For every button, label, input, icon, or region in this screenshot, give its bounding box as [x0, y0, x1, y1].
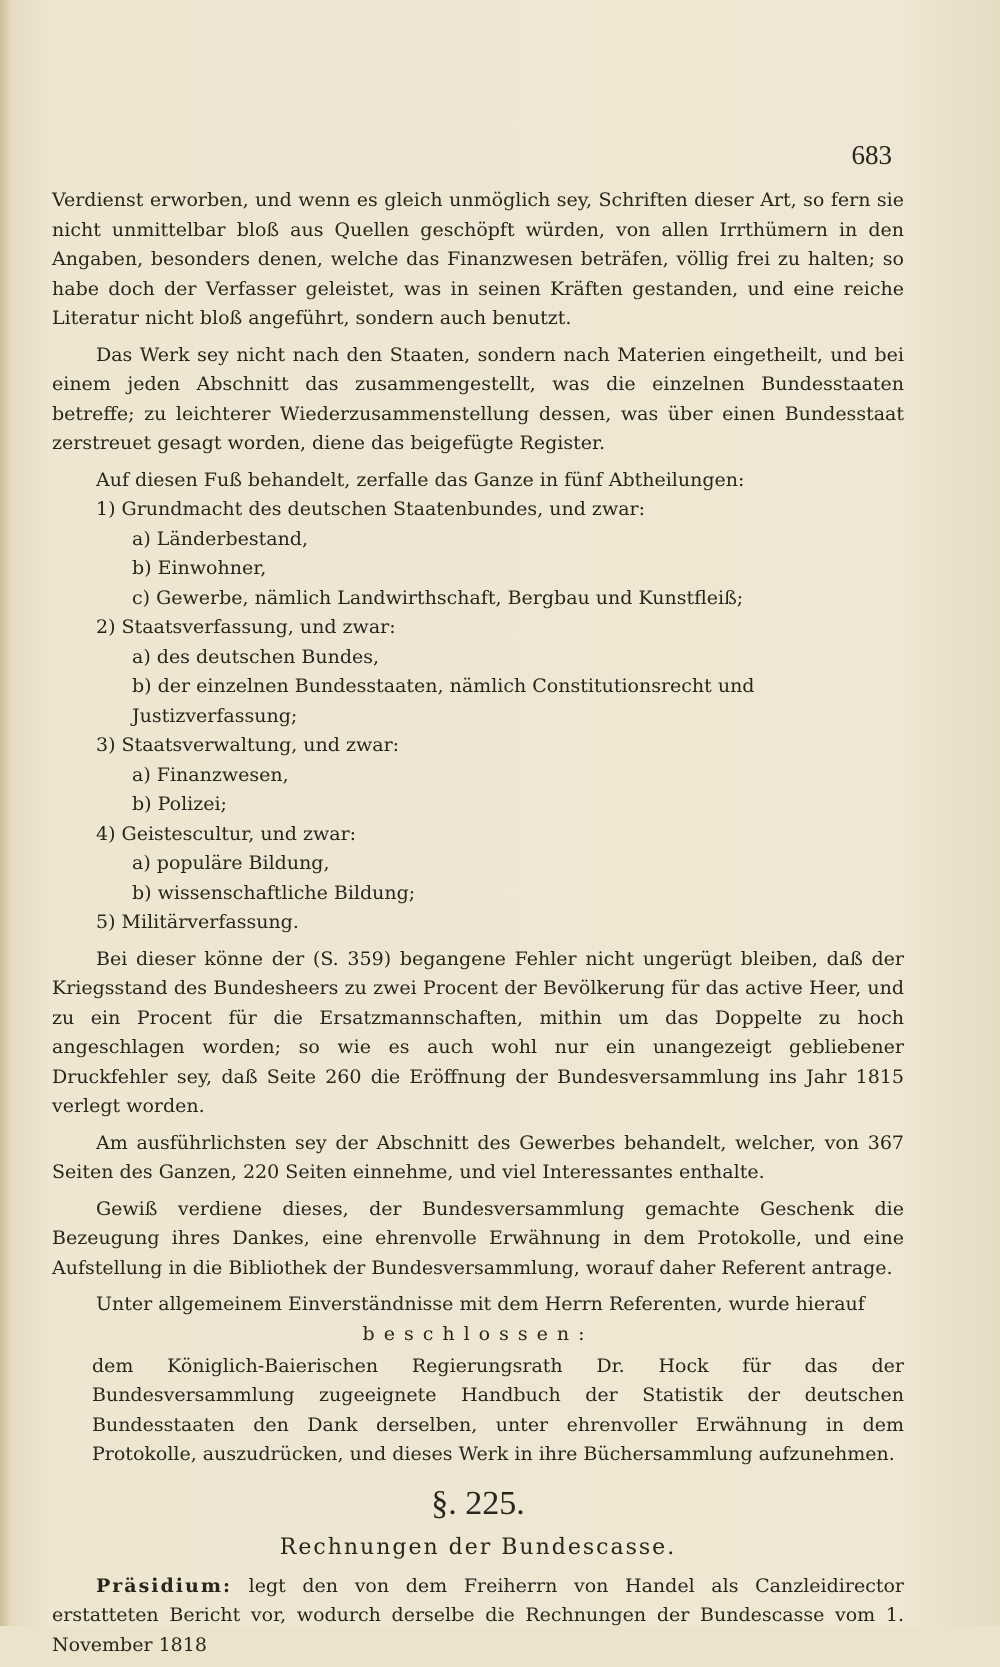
list-item: 5) Militärverfassung. — [96, 911, 299, 933]
paragraph-9: dem Königlich-Baierischen Regierungsrath Dr. Hock für das der Bundesversammlung zugeeignete Handbuch der Statistik der deutschen Bundesstaaten den Dank derselben, unter ehrenvoller Erwähnung in dem Protokolle, auszudrücken, und dieses Werk in ihre Büchersammlung aufzunehmen. — [92, 1354, 904, 1465]
list-item: a) populäre Bildung, — [132, 852, 330, 874]
paragraph-7: Unter allgemeinem Einverständnisse mit dem Herrn Referenten, wurde hierauf — [96, 1293, 865, 1315]
paragraph-3: Auf diesen Fuß behandelt, zerfalle das Ganze in fünf Abtheilungen: — [96, 468, 745, 491]
list-item: 1) Grundmacht des deutschen Staatenbundes, und zwar: — [96, 498, 646, 520]
paragraph-2: Das Werk sey nicht nach den Staaten, sondern nach Materien eingetheilt, und bei einem jeden Abschnitt das zusammengestellt, was die einzelnen Bundesstaaten betreffe; zu leichterer Wiederzusammenstellung dessen, was über einen Bundesstaat zerstreuet gesagt worden, diene das beigefügte Register. — [52, 343, 904, 454]
page-body — [52, 186, 904, 1667]
section-title: Rechnungen der Bundescasse. — [279, 1534, 677, 1560]
list-item: 2) Staatsverfassung, und zwar: — [96, 616, 396, 638]
section-number: §. 225. — [431, 1484, 525, 1522]
list-item: b) Polizei; — [132, 793, 227, 815]
paragraph-5: Am ausführlichsten sey der Abschnitt des Gewerbes behandelt, welcher, von 367 Seiten des Ganzen, 220 Seiten einnehme, und viel Interessantes enthalte. — [52, 1131, 904, 1183]
list-item: a) des deutschen Bundes, — [132, 645, 380, 668]
presidium-lead: Präsidium: — [96, 1574, 232, 1597]
resolution-heading: beschlossen: — [362, 1322, 594, 1345]
list-item: b) Einwohner, — [132, 557, 267, 579]
list-item: 4) Geistescultur, und zwar: — [96, 822, 357, 845]
paragraph-4: Bei dieser könne der (S. 359) begangene Fehler nicht ungerügt bleiben, daß der Kriegsstand des Bundesheers zu zwei Procent der Bevölkerung für das active Heer, und zu ein Procent für die Ersatzmannschaften, mithin um das Doppelte zu hoch angeschlagen worden; so wie es auch wohl nur ein unangezeigt gebliebener Druckfehler sey, daß Seite 260 die Eröffnung der Bundesversammlung ins Jahr 1815 verlegt worden. — [52, 947, 904, 1117]
division-list — [52, 495, 904, 938]
list-item: b) wissenschaftliche Bildung; — [132, 881, 416, 904]
paragraph-10-text: legt den von dem Freiherrn von Handel als Canzleidirector erstatteten Bericht vor, wodurch derselbe die Rechnungen der Bundescasse vom 1. November 1818 — [52, 1574, 904, 1656]
page-number: 683 — [851, 140, 892, 170]
list-item: c) Gewerbe, nämlich Landwirthschaft, Bergbau und Kunstfleiß; — [132, 586, 744, 609]
paragraph-10 — [52, 1572, 904, 1661]
list-item: a) Finanzwesen, — [132, 763, 289, 786]
list-item: 3) Staatsverwaltung, und zwar: — [96, 734, 400, 756]
paragraph-1: Verdienst erworben, und wenn es gleich unmöglich sey, Schriften dieser Art, so fern sie nicht unmittelbar bloß aus Quellen geschöpft würden, von allen Irrthümern in den Angaben, besonders denen, welche das Finanzwesen beträfen, völlig frei zu halten; so habe doch der Verfasser geleistet, was in seinen Kräften gestanden, und eine reiche Literatur nicht bloß angeführt, sondern auch benutzt. — [52, 189, 904, 329]
paragraph-6: Gewiß verdiene dieses, der Bundesversammlung gemachte Geschenk die Bezeugung ihres Dankes, eine ehrenvolle Erwähnung in dem Protokolle, und eine Aufstellung in die Bibliothek der Bundesversammlung, worauf daher Referent antrage. — [52, 1197, 904, 1279]
list-item: a) Länderbestand, — [132, 527, 309, 550]
list-item: b) der einzelnen Bundesstaaten, nämlich Constitutionsrecht und Justizverfassung; — [132, 675, 755, 727]
page-binding-edge — [0, 0, 10, 1626]
